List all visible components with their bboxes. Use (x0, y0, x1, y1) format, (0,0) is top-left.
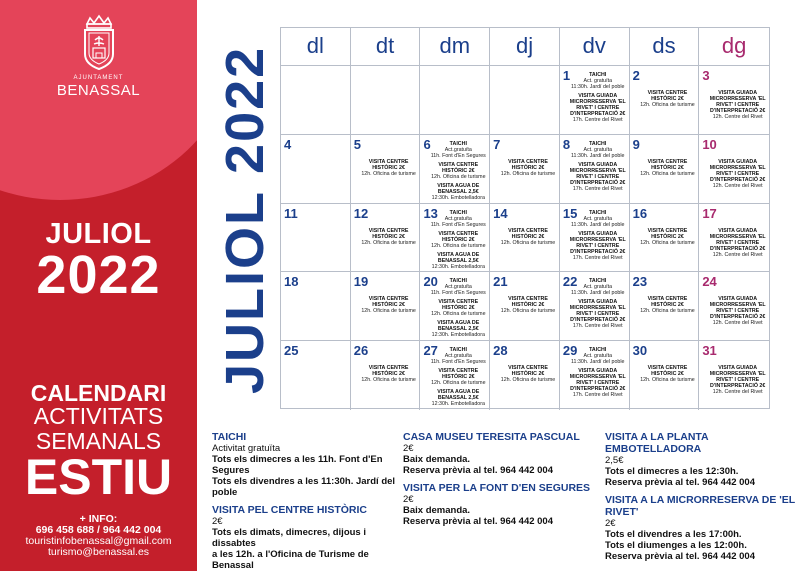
day-number: 5 (353, 136, 361, 152)
day-cell (630, 341, 700, 410)
event-detail: 12h. Oficina de turisme (431, 242, 486, 249)
event-title: VISITA AGUA DE BENASSAL 2,5€ (437, 251, 480, 264)
event-title: VISITA GUIADA MICRORRESERVA 'EL RIVET' I CENTRE D'INTERPRETACIÓ 2€ (709, 296, 766, 321)
day-events (359, 296, 419, 317)
event (568, 347, 628, 365)
day-events (638, 228, 698, 249)
event (428, 231, 488, 249)
day-cell (630, 204, 700, 273)
day-cell (490, 204, 560, 273)
event-title: VISITA GUIADA MICRORRESERVA 'EL RIVET' I CENTRE D'INTERPRETACIÓ 2€ (569, 161, 626, 186)
calendar-grid (280, 27, 770, 409)
event-detail: Act. gratuïta (583, 284, 613, 291)
info-line: Tots els dimecres a les 11h. Font d'En Segures (212, 454, 383, 476)
event-title: TAICHI (589, 278, 607, 285)
day-cell (490, 272, 560, 341)
info-line: Tots els dimats, dimecres, dijous i dissabtes (212, 527, 366, 549)
day-header: dg (699, 28, 769, 66)
info-title: VISITA A LA PLANTA EMBOTELLADORA (605, 431, 709, 455)
info-title: VISITA A LA MICRORRESERVA DE 'EL RIVET' (605, 494, 795, 518)
event (428, 141, 488, 159)
event-title: VISITA CENTRE HISTÒRIC 2€ (508, 365, 548, 378)
day-number: 18 (284, 274, 299, 290)
day-cell (420, 135, 490, 204)
event-detail: 12h. Oficina de turisme (361, 239, 416, 246)
day-number: 11 (284, 205, 298, 221)
event-title: VISITA AGUA DE BENASSAL 2,5€ (437, 182, 480, 195)
event-detail: 12:30h. Embotelladora (431, 401, 485, 408)
event-title: VISITA CENTRE HISTÒRIC 2€ (368, 227, 409, 240)
day-number: 20 (423, 274, 438, 290)
info-line: Tots els divendres a les 11:30h. Jardí del poble (212, 476, 396, 498)
event-detail: Act. gratuïta (583, 353, 613, 360)
event (638, 365, 698, 383)
event-title: TAICHI (449, 209, 467, 216)
day-number: 8 (562, 136, 571, 152)
day-cell (560, 204, 630, 273)
event-detail: 17h. Centre del Rivet (572, 185, 623, 192)
event (359, 159, 419, 177)
info-title: CASA MUSEU TERESITA PASCUAL (403, 431, 580, 443)
event-title: VISITA CENTRE HISTÒRIC 2€ (368, 365, 409, 378)
event-title: VISITA AGUA DE BENASSAL 2,5€ (437, 389, 480, 402)
info-line: Reserva prèvia al tel. 964 442 004 (403, 465, 554, 476)
calendar-body (281, 66, 769, 410)
event-detail: 12h. Oficina de turisme (361, 377, 416, 384)
event (707, 90, 768, 120)
event (428, 347, 488, 365)
week-row (281, 204, 769, 273)
info-block (212, 504, 402, 571)
event-detail: Act. gratuïta (583, 215, 613, 222)
event-title: TAICHI (589, 347, 607, 354)
day-events (359, 365, 419, 386)
info-line: Tots el diumenges a les 12:00h. (605, 540, 747, 551)
contact-email: touristinfobenassal@gmail.com (25, 535, 172, 547)
day-number: 6 (423, 136, 431, 152)
day-events (428, 347, 488, 410)
event (428, 278, 488, 296)
info-title: TAICHI (212, 431, 247, 443)
event-detail: 12:30h. Embotelladora (431, 194, 485, 201)
week-row (281, 135, 769, 204)
day-number: 31 (702, 343, 717, 359)
event-detail: 12h. Centre del Rivet (712, 182, 763, 189)
info-title: VISITA PEL CENTRE HISTÒRIC (212, 504, 367, 516)
day-events (707, 90, 768, 123)
event-detail: 12h. Oficina de turisme (640, 308, 695, 315)
info-block (605, 494, 795, 562)
day-events (568, 278, 628, 332)
day-events (498, 296, 558, 317)
panel-title-line: CALENDARI (30, 380, 167, 406)
event (428, 368, 488, 386)
event-detail: 17h. Centre del Rivet (572, 323, 623, 330)
day-events (428, 141, 488, 204)
day-events (568, 141, 628, 195)
day-header: dt (351, 28, 421, 66)
day-number: 4 (284, 136, 292, 152)
event-detail: 12h. Centre del Rivet (712, 114, 763, 120)
day-events (498, 228, 558, 249)
day-events (498, 159, 558, 180)
day-events (359, 228, 419, 249)
info-price: 2€ (212, 516, 223, 527)
day-events (568, 72, 628, 126)
event (568, 162, 628, 192)
calendar-header (281, 28, 769, 66)
panel-title-line: ACTIVITATS (33, 403, 164, 429)
day-number: 10 (702, 136, 717, 152)
day-cell (281, 66, 351, 135)
event-detail: 12h. Oficina de turisme (500, 170, 556, 177)
event-detail: 12:30h. Embotelladora (431, 332, 485, 339)
event-title: VISITA AGUA DE BENASSAL 2,5€ (437, 320, 480, 333)
day-events (568, 210, 628, 264)
panel-title-line: SEMANALS (35, 428, 162, 454)
info-line: Reserva prèvia al tel. 964 442 004 (403, 516, 554, 527)
event-detail: 11:30h. Jardí del poble (570, 290, 625, 297)
event (498, 228, 558, 246)
info-column (403, 431, 593, 533)
event-detail: 12h. Oficina de turisme (500, 239, 556, 246)
info-line: Tots el divendres a les 17:00h. (605, 529, 742, 540)
event-detail: 12h. Oficina de turisme (361, 308, 416, 315)
event-title: VISITA CENTRE HISTÒRIC 2€ (438, 161, 479, 174)
info-line: Reserva prèvia al tel. 964 442 004 (605, 477, 756, 488)
event (428, 389, 488, 407)
event (568, 93, 628, 123)
event (568, 278, 628, 296)
day-events (638, 296, 698, 317)
day-number: 26 (353, 343, 369, 359)
month-year: 2022 (36, 245, 161, 305)
day-number: 29 (562, 343, 578, 359)
info-price: 2€ (403, 494, 414, 505)
info-line: Baix demanda. (403, 505, 471, 516)
event (428, 183, 488, 201)
event-title: VISITA CENTRE HISTÒRIC 2€ (368, 158, 409, 171)
week-row (281, 66, 769, 135)
event-detail: Act.gratuïta (444, 284, 472, 291)
event-detail: 17h. Centre del Rivet (572, 392, 623, 399)
day-events (638, 365, 698, 386)
event-detail: 12h. Centre del Rivet (712, 320, 763, 327)
day-number: 3 (702, 68, 710, 83)
info-title: VISITA PER LA FONT D'EN SEGURES (403, 482, 591, 494)
event-detail: 12h. Centre del Rivet (712, 389, 763, 396)
day-cell (560, 135, 630, 204)
day-cell (351, 135, 421, 204)
event (707, 228, 768, 258)
event-title: VISITA GUIADA MICRORRESERVA 'EL RIVET' I CENTRE D'INTERPRETACIÓ 2€ (569, 93, 626, 117)
vertical-month-title: JULIOL 2022 (215, 45, 275, 394)
event (707, 296, 768, 326)
day-events (707, 296, 768, 329)
day-number: 1 (562, 68, 571, 83)
day-number: 21 (493, 274, 508, 290)
event-detail: Act.gratuïta (444, 146, 472, 153)
day-events (638, 90, 698, 111)
day-cell (420, 341, 490, 410)
event-detail: 12h. Oficina de turisme (500, 377, 556, 384)
info-column (212, 431, 402, 571)
day-cell (420, 204, 490, 273)
event-detail: 12h. Oficina de turisme (500, 308, 556, 315)
day-number: 15 (562, 205, 578, 221)
event-detail: 11:30h. Jardí del poble (570, 84, 625, 90)
day-number: 28 (493, 343, 508, 359)
info-block (212, 431, 402, 498)
day-cell (699, 272, 769, 341)
day-cell (281, 272, 351, 341)
event (498, 365, 558, 383)
event-detail: 11h. Font d'En Segures (430, 152, 486, 159)
event-detail: 12h. Oficina de turisme (640, 102, 695, 108)
event-detail: 12h. Oficina de turisme (640, 170, 695, 177)
day-events (428, 210, 488, 273)
day-events (498, 365, 558, 386)
day-cell (560, 272, 630, 341)
left-panel (0, 0, 197, 571)
day-cell (630, 135, 700, 204)
event-detail: 11:30h. Jardí del poble (570, 359, 625, 366)
day-events (707, 228, 768, 261)
day-cell (699, 341, 769, 410)
event-title: TAICHI (589, 209, 607, 216)
info-line: a les 12h. a l'Oficina de Turisme de Benassal (212, 549, 369, 571)
event-title: VISITA GUIADA MICRORRESERVA 'EL RIVET' I CENTRE D'INTERPRETACIÓ 2€ (709, 90, 766, 114)
event-title: VISITA CENTRE HISTÒRIC 2€ (647, 227, 688, 240)
event (638, 90, 698, 108)
event-detail: Act. gratuïta (583, 146, 613, 153)
day-number: 22 (562, 274, 578, 290)
event-title: VISITA CENTRE HISTÒRIC 2€ (647, 296, 688, 309)
day-number: 7 (493, 136, 501, 152)
day-cell (699, 66, 769, 135)
day-number: 13 (423, 205, 438, 221)
day-events (568, 347, 628, 401)
event-detail: 17h. Centre del Rivet (572, 254, 623, 261)
event (638, 228, 698, 246)
contact-email: turismo@benassal.es (47, 546, 150, 558)
event-title: VISITA GUIADA MICRORRESERVA 'EL RIVET' I CENTRE D'INTERPRETACIÓ 2€ (709, 365, 766, 390)
event-title: VISITA CENTRE HISTÒRIC 2€ (647, 158, 688, 171)
event (638, 159, 698, 177)
info-line: Tots el dimecres a les 12:30h. (605, 466, 739, 477)
event (428, 299, 488, 317)
event-detail: 11h. Font d'En Segures (430, 221, 486, 228)
event-title: TAICHI (449, 278, 467, 285)
event-title: VISITA GUIADA MICRORRESERVA 'EL RIVET' I CENTRE D'INTERPRETACIÓ 2€ (569, 368, 626, 393)
info-block (403, 482, 593, 527)
event (568, 72, 628, 90)
day-cell (630, 66, 700, 135)
day-header: ds (630, 28, 700, 66)
day-cell (560, 341, 630, 410)
event-title: VISITA CENTRE HISTÒRIC 2€ (368, 296, 409, 309)
event (498, 159, 558, 177)
day-events (707, 159, 768, 192)
event-detail: Act.gratuïta (444, 215, 472, 222)
logo-small-text: AJUNTAMENT (73, 75, 124, 81)
info-block (605, 431, 795, 488)
info-price: Activitat gratuïta (212, 443, 281, 454)
event-detail: 12h. Oficina de turisme (431, 380, 486, 387)
event (568, 141, 628, 159)
event-title: VISITA CENTRE HISTÒRIC 2€ (438, 368, 479, 381)
day-number: 16 (632, 205, 648, 221)
info-price: 2,5€ (605, 455, 624, 466)
event-title: VISITA GUIADA MICRORRESERVA 'EL RIVET' I CENTRE D'INTERPRETACIÓ 2€ (569, 299, 626, 324)
week-row (281, 272, 769, 341)
event-detail: 17h. Centre del Rivet (572, 117, 623, 123)
town-logo (0, 14, 197, 99)
day-header: dm (420, 28, 490, 66)
day-number: 24 (702, 274, 717, 290)
event (428, 320, 488, 338)
event (359, 296, 419, 314)
event-detail: 12h. Oficina de turisme (431, 173, 486, 180)
info-line: Reserva prèvia al tel. 964 442 004 (605, 551, 756, 562)
event-detail: Act.gratuïta (444, 353, 472, 360)
month-name: JULIOL (45, 218, 152, 250)
day-cell (699, 204, 769, 273)
day-events (638, 159, 698, 180)
day-cell (490, 341, 560, 410)
event-title: TAICHI (449, 347, 467, 354)
day-number: 25 (284, 343, 299, 359)
info-line: Baix demanda. (403, 454, 471, 465)
event-title: VISITA CENTRE HISTÒRIC 2€ (438, 230, 479, 243)
event (498, 296, 558, 314)
day-number: 23 (632, 274, 648, 290)
contact-phones: 696 458 688 / 964 442 004 (35, 524, 162, 536)
event (638, 296, 698, 314)
week-row (281, 341, 769, 410)
day-events (707, 365, 768, 398)
coat-of-arms-icon (81, 14, 117, 72)
event-detail: Act. gratuïta (583, 78, 613, 84)
day-number: 30 (632, 343, 648, 359)
event (568, 210, 628, 228)
day-cell (281, 135, 351, 204)
event (428, 162, 488, 180)
logo-town-name: BENASSAL (56, 82, 141, 99)
event-title: VISITA GUIADA MICRORRESERVA 'EL RIVET' I CENTRE D'INTERPRETACIÓ 2€ (709, 158, 766, 183)
info-block (403, 431, 593, 476)
event (568, 299, 628, 329)
event-detail: 11:30h. Jardí del poble (570, 221, 625, 228)
event (707, 159, 768, 189)
event-title: VISITA CENTRE HISTÒRIC 2€ (647, 365, 688, 378)
event (428, 210, 488, 228)
event-detail: 12h. Oficina de turisme (640, 239, 695, 246)
event (568, 368, 628, 398)
day-number: 9 (632, 136, 640, 152)
day-number: 17 (702, 205, 717, 221)
event-detail: 12h. Oficina de turisme (640, 377, 695, 384)
event (428, 252, 488, 270)
event-detail: 12h. Centre del Rivet (712, 251, 763, 258)
event (707, 365, 768, 395)
info-price: 2€ (403, 443, 414, 454)
day-cell (351, 272, 421, 341)
event (359, 365, 419, 383)
day-number: 2 (632, 68, 640, 83)
event-title: VISITA CENTRE HISTÒRIC 2€ (508, 158, 548, 171)
event-detail: 12h. Oficina de turisme (431, 311, 486, 318)
day-cell (699, 135, 769, 204)
day-number: 27 (423, 343, 438, 359)
day-cell (420, 272, 490, 341)
info-column (605, 431, 795, 568)
day-header: dj (490, 28, 560, 66)
day-events (359, 159, 419, 180)
event-title: VISITA CENTRE HISTÒRIC 2€ (508, 296, 548, 309)
day-header: dl (281, 28, 351, 66)
event-title: TAICHI (589, 140, 607, 147)
day-events (428, 278, 488, 341)
day-cell (630, 272, 700, 341)
day-cell (351, 341, 421, 410)
day-cell (281, 204, 351, 273)
day-number: 14 (493, 205, 508, 221)
event-detail: 11h. Font d'En Segures (430, 290, 486, 297)
event-title: TAICHI (449, 140, 467, 147)
event-title: VISITA CENTRE HISTÒRIC 2€ (438, 299, 479, 312)
day-cell (490, 135, 560, 204)
event-title: VISITA GUIADA MICRORRESERVA 'EL RIVET' I CENTRE D'INTERPRETACIÓ 2€ (709, 227, 766, 252)
event (568, 231, 628, 261)
day-cell (351, 204, 421, 273)
event-title: VISITA CENTRE HISTÒRIC 2€ (508, 227, 548, 240)
day-cell (420, 66, 490, 135)
day-cell (560, 66, 630, 135)
event (359, 228, 419, 246)
panel-title-line: ESTIU (24, 449, 173, 505)
day-number: 19 (353, 274, 369, 290)
event-title: TAICHI (589, 72, 607, 78)
info-price: 2€ (605, 518, 616, 529)
day-cell (281, 341, 351, 410)
contact-label: + INFO: (79, 513, 118, 525)
day-number: 12 (353, 205, 369, 221)
day-cell (490, 66, 560, 135)
event-title: VISITA GUIADA MICRORRESERVA 'EL RIVET' I CENTRE D'INTERPRETACIÓ 2€ (569, 230, 626, 255)
day-cell (351, 66, 421, 135)
event-detail: 11h. Font d'En Segures (430, 359, 486, 366)
event-detail: 11:30h. Jardí del poble (570, 152, 625, 159)
day-header: dv (560, 28, 630, 66)
event-detail: 12h. Oficina de turisme (361, 170, 416, 177)
event-title: VISITA CENTRE HISTÒRIC 2€ (647, 90, 688, 102)
event-detail: 12:30h. Embotelladora (431, 263, 485, 270)
